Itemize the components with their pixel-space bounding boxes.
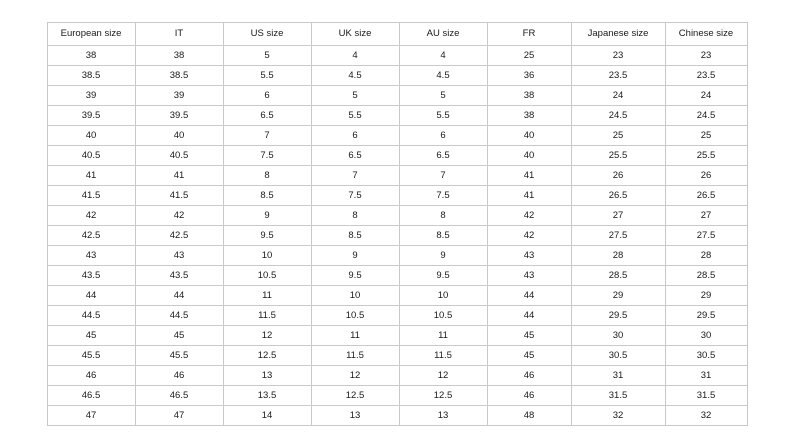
- table-cell: 44: [135, 286, 223, 306]
- table-cell: 38: [47, 46, 135, 66]
- table-cell: 41: [487, 186, 571, 206]
- table-cell: 8: [311, 206, 399, 226]
- table-cell: 36: [487, 66, 571, 86]
- table-cell: 9.5: [223, 226, 311, 246]
- table-cell: 10.5: [399, 306, 487, 326]
- table-cell: 23: [571, 46, 665, 66]
- table-cell: 23.5: [665, 66, 747, 86]
- table-cell: 40.5: [135, 146, 223, 166]
- table-cell: 29: [571, 286, 665, 306]
- table-row: [47, 326, 747, 346]
- table-cell: 31: [571, 366, 665, 386]
- table-cell: 12: [311, 366, 399, 386]
- table-cell: 24.5: [571, 106, 665, 126]
- table-cell: 43.5: [47, 266, 135, 286]
- table-cell: 39.5: [135, 106, 223, 126]
- table-cell: 27: [571, 206, 665, 226]
- table-cell: 44.5: [47, 306, 135, 326]
- table-cell: 13: [399, 406, 487, 426]
- table-cell: 32: [665, 406, 747, 426]
- table-cell: 9: [223, 206, 311, 226]
- table-cell: 14: [223, 406, 311, 426]
- table-cell: 45: [487, 346, 571, 366]
- table-cell: 4: [399, 46, 487, 66]
- table-cell: 10: [223, 246, 311, 266]
- table-cell: 41: [47, 166, 135, 186]
- table-row: [47, 126, 747, 146]
- table-row: [47, 186, 747, 206]
- table-cell: 11.5: [311, 346, 399, 366]
- table-cell: 47: [135, 406, 223, 426]
- table-row: [47, 246, 747, 266]
- table-cell: 8: [399, 206, 487, 226]
- column-header: IT: [135, 23, 223, 46]
- table-cell: 10: [311, 286, 399, 306]
- table-cell: 32: [571, 406, 665, 426]
- table-cell: 45: [47, 326, 135, 346]
- table-cell: 5: [399, 86, 487, 106]
- table-cell: 4: [311, 46, 399, 66]
- table-cell: 39: [47, 86, 135, 106]
- table-cell: 5.5: [223, 66, 311, 86]
- table-cell: 28: [571, 246, 665, 266]
- table-cell: 11: [223, 286, 311, 306]
- column-header: US size: [223, 23, 311, 46]
- table-cell: 24: [665, 86, 747, 106]
- column-header: Japanese size: [571, 23, 665, 46]
- table-cell: 43: [135, 246, 223, 266]
- table-cell: 38: [487, 86, 571, 106]
- table-row: [47, 146, 747, 166]
- table-row: [47, 226, 747, 246]
- table-cell: 40.5: [47, 146, 135, 166]
- table-cell: 42: [487, 206, 571, 226]
- table-cell: 5: [311, 86, 399, 106]
- table-cell: 26.5: [571, 186, 665, 206]
- shoe-size-conversion-table: [47, 22, 748, 426]
- table-cell: 40: [487, 146, 571, 166]
- table-row: [47, 206, 747, 226]
- table-cell: 25: [571, 126, 665, 146]
- table-cell: 27: [665, 206, 747, 226]
- table-cell: 42: [47, 206, 135, 226]
- column-header: European size: [47, 23, 135, 46]
- table-cell: 45.5: [47, 346, 135, 366]
- table-header: [47, 23, 747, 46]
- table-cell: 9: [399, 246, 487, 266]
- table-cell: 6.5: [223, 106, 311, 126]
- table-cell: 29.5: [665, 306, 747, 326]
- table-row: [47, 346, 747, 366]
- table-cell: 30: [571, 326, 665, 346]
- column-header: UK size: [311, 23, 399, 46]
- table-cell: 12.5: [223, 346, 311, 366]
- table-cell: 25.5: [571, 146, 665, 166]
- table-cell: 6.5: [399, 146, 487, 166]
- table-row: [47, 406, 747, 426]
- table-cell: 43: [47, 246, 135, 266]
- table-cell: 48: [487, 406, 571, 426]
- table-cell: 27.5: [665, 226, 747, 246]
- table-cell: 7: [311, 166, 399, 186]
- table-cell: 9: [311, 246, 399, 266]
- table-cell: 13: [223, 366, 311, 386]
- table-cell: 4.5: [311, 66, 399, 86]
- table-cell: 44.5: [135, 306, 223, 326]
- table-cell: 7.5: [223, 146, 311, 166]
- table-cell: 30.5: [665, 346, 747, 366]
- table-cell: 46.5: [47, 386, 135, 406]
- table-cell: 42: [487, 226, 571, 246]
- table-cell: 40: [487, 126, 571, 146]
- table-cell: 46: [47, 366, 135, 386]
- table-cell: 25.5: [665, 146, 747, 166]
- table-cell: 10: [399, 286, 487, 306]
- table-row: [47, 106, 747, 126]
- table-cell: 41: [135, 166, 223, 186]
- table-cell: 39: [135, 86, 223, 106]
- table-cell: 25: [487, 46, 571, 66]
- table-cell: 38.5: [135, 66, 223, 86]
- table-cell: 44: [487, 306, 571, 326]
- table-cell: 44: [487, 286, 571, 306]
- table-cell: 41.5: [135, 186, 223, 206]
- table-body: [47, 46, 747, 426]
- table-cell: 8.5: [223, 186, 311, 206]
- table-row: [47, 266, 747, 286]
- table-cell: 28: [665, 246, 747, 266]
- table-header-row: [47, 23, 747, 46]
- column-header: Chinese size: [665, 23, 747, 46]
- table-cell: 9.5: [311, 266, 399, 286]
- table-cell: 4.5: [399, 66, 487, 86]
- table-cell: 45: [487, 326, 571, 346]
- table-cell: 10.5: [223, 266, 311, 286]
- table-cell: 46: [135, 366, 223, 386]
- table-cell: 27.5: [571, 226, 665, 246]
- table-row: [47, 166, 747, 186]
- table-cell: 26: [571, 166, 665, 186]
- table-cell: 12: [399, 366, 487, 386]
- column-header: AU size: [399, 23, 487, 46]
- table-cell: 31: [665, 366, 747, 386]
- table-cell: 47: [47, 406, 135, 426]
- table-cell: 24: [571, 86, 665, 106]
- table-cell: 12: [223, 326, 311, 346]
- table-cell: 7: [223, 126, 311, 146]
- table-cell: 6: [311, 126, 399, 146]
- table-cell: 43: [487, 266, 571, 286]
- table-cell: 31.5: [571, 386, 665, 406]
- table-cell: 46: [487, 366, 571, 386]
- table-cell: 30.5: [571, 346, 665, 366]
- table-row: [47, 46, 747, 66]
- table-row: [47, 386, 747, 406]
- column-header: FR: [487, 23, 571, 46]
- table-cell: 6: [223, 86, 311, 106]
- table-cell: 25: [665, 126, 747, 146]
- table-cell: 11: [311, 326, 399, 346]
- table-cell: 28.5: [665, 266, 747, 286]
- table-cell: 8.5: [399, 226, 487, 246]
- table-cell: 7.5: [311, 186, 399, 206]
- table-cell: 29.5: [571, 306, 665, 326]
- table-cell: 7.5: [399, 186, 487, 206]
- table-cell: 40: [135, 126, 223, 146]
- table-cell: 38.5: [47, 66, 135, 86]
- table-row: [47, 66, 747, 86]
- table-cell: 42.5: [47, 226, 135, 246]
- table-cell: 5.5: [399, 106, 487, 126]
- table-cell: 11: [399, 326, 487, 346]
- table-cell: 31.5: [665, 386, 747, 406]
- table-cell: 10.5: [311, 306, 399, 326]
- table-cell: 45.5: [135, 346, 223, 366]
- table-cell: 6.5: [311, 146, 399, 166]
- table-cell: 12.5: [399, 386, 487, 406]
- table-cell: 13.5: [223, 386, 311, 406]
- table-cell: 38: [135, 46, 223, 66]
- table-cell: 5.5: [311, 106, 399, 126]
- table-cell: 42: [135, 206, 223, 226]
- table-cell: 40: [47, 126, 135, 146]
- table-row: [47, 366, 747, 386]
- table-cell: 5: [223, 46, 311, 66]
- table-cell: 6: [399, 126, 487, 146]
- table-cell: 11.5: [399, 346, 487, 366]
- table-cell: 23.5: [571, 66, 665, 86]
- table-cell: 24.5: [665, 106, 747, 126]
- table-row: [47, 86, 747, 106]
- table-cell: 43.5: [135, 266, 223, 286]
- table-cell: 43: [487, 246, 571, 266]
- table-cell: 29: [665, 286, 747, 306]
- table-cell: 41.5: [47, 186, 135, 206]
- table-cell: 41: [487, 166, 571, 186]
- table-cell: 42.5: [135, 226, 223, 246]
- table-cell: 9.5: [399, 266, 487, 286]
- table-cell: 30: [665, 326, 747, 346]
- table-cell: 46.5: [135, 386, 223, 406]
- table-cell: 28.5: [571, 266, 665, 286]
- table-cell: 11.5: [223, 306, 311, 326]
- table-cell: 12.5: [311, 386, 399, 406]
- table-cell: 38: [487, 106, 571, 126]
- table-cell: 13: [311, 406, 399, 426]
- table-cell: 26.5: [665, 186, 747, 206]
- table-cell: 26: [665, 166, 747, 186]
- table-cell: 8: [223, 166, 311, 186]
- table-cell: 7: [399, 166, 487, 186]
- table-row: [47, 286, 747, 306]
- table-cell: 45: [135, 326, 223, 346]
- table-cell: 23: [665, 46, 747, 66]
- table-cell: 44: [47, 286, 135, 306]
- table-cell: 39.5: [47, 106, 135, 126]
- table-row: [47, 306, 747, 326]
- table-cell: 46: [487, 386, 571, 406]
- table-cell: 8.5: [311, 226, 399, 246]
